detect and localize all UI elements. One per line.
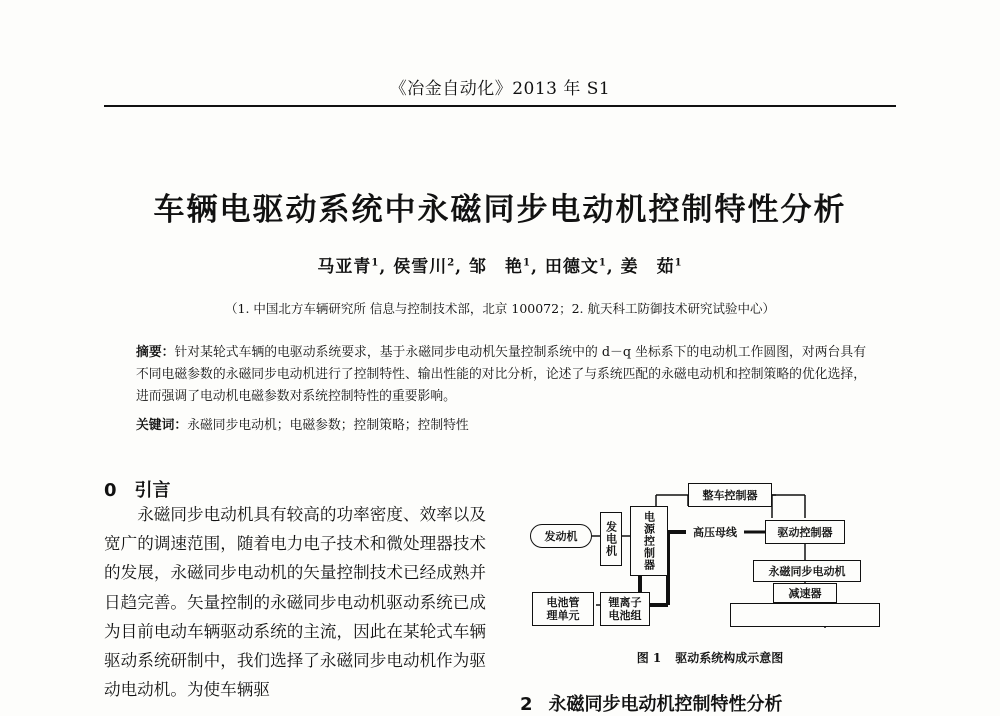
abstract-text: 针对某轮式车辆的电驱动系统要求，基于永磁同步电动机矢量控制系统中的 d－q 坐标系下的电动机工作圆图，对两台具有不同电磁参数的永磁同步电动机进行了控制特性、输出性能的对比分析，论述了与系统匹配的永磁电动机和控制策略的优化选择，进而强调了电动机电磁参数对系统控制特性的重要影响。 (136, 345, 866, 404)
section-heading-intro (104, 476, 171, 502)
keywords-label: 关键词： (136, 418, 188, 433)
header-rule (104, 105, 896, 107)
section-number: 0 (104, 480, 117, 501)
author-affil-mark: 1 (523, 257, 531, 269)
author-affil-mark: 1 (598, 257, 607, 269)
drive-controller-box: 驱动控制器 (765, 520, 845, 544)
author-name: 姜 茹 (620, 257, 675, 277)
author-list: 马亚青$^1$, 侯雪川$^2$, 邹 艳$^1$, 田德文$^1$, 姜 茹$^1$ (317, 257, 683, 277)
section-heading-2 (520, 690, 783, 716)
keywords (136, 414, 866, 433)
vehicle-controller-box: 整车控制器 (688, 483, 772, 507)
hv-bus-label: 高压母线 (693, 525, 737, 539)
author-affil-mark: 1 (674, 257, 683, 269)
intro-paragraph: 永磁同步电动机具有较高的功率密度、效率以及宽广的调速范围，随着电力电子技术和微处理器技术的发展，永磁同步电动机的矢量控制技术已经成熟并日趋完善。矢量控制的永磁同步电动机驱动系统已成为目前电动车辆驱动系统的主流，因此在某轮式车辆驱动系统研制中，我们选择了永磁同步电动机作为驱动电动机。为使车辆驱 (104, 505, 486, 700)
keywords-text: 永磁同步电动机；电磁参数；控制策略；控制特性 (187, 418, 469, 433)
author-name: 马亚青 (317, 257, 372, 277)
author-affil-mark: 2 (447, 257, 456, 269)
abstract (136, 342, 866, 408)
author-affil-mark: 1 (371, 257, 380, 269)
section-title: 引言 (134, 480, 171, 501)
paper-title: 车辆电驱动系统中永磁同步电动机控制特性分析 (153, 192, 847, 228)
affiliation: （1. 中国北方车辆研究所 信息与控制技术部，北京 100072；2. 航天科工防御技术研究试验中心） (225, 301, 775, 316)
author-name: 邹 艳 (469, 257, 524, 277)
bms-box: 电池管理单元 (532, 592, 594, 626)
generator-box: 发电机 (600, 512, 622, 566)
engine-box: 发动机 (530, 524, 592, 548)
pmsm-box: 永磁同步电动机 (753, 560, 861, 582)
figure-caption (520, 649, 900, 666)
intro-body (104, 500, 486, 704)
li-battery-box: 锂离子电池组 (600, 592, 650, 626)
figure-number: 图 1 (636, 651, 662, 665)
figure-caption-text: 驱动系统构成示意图 (675, 651, 784, 665)
abstract-label: 摘要： (136, 345, 175, 360)
power-controller-box: 电源控制器 (630, 506, 668, 576)
wheel-output-box (730, 603, 880, 627)
section-title: 永磁同步电动机控制特性分析 (548, 694, 783, 715)
journal-header: 《冶金自动化》2013 年 S1 (389, 79, 611, 99)
figure-drive-system (520, 478, 900, 648)
author-name: 田德文 (544, 257, 599, 277)
author-name: 侯雪川 (393, 257, 448, 277)
section-number: 2 (520, 694, 533, 715)
reducer-box: 减速器 (773, 583, 837, 603)
